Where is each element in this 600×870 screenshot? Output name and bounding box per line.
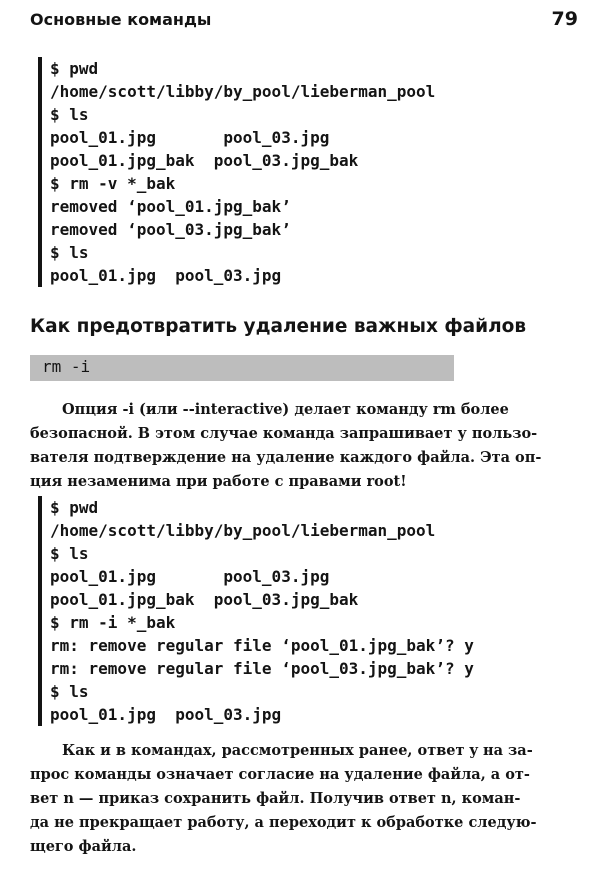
code-line: $ ls (50, 105, 89, 124)
code-line: rm: remove regular file ‘pool_03.jpg_bak’? y (50, 659, 474, 678)
running-title: Основные команды (30, 10, 212, 29)
paragraph-line: Опция -i (или --interactive) делает команду rm более (62, 401, 509, 418)
code-line: $ ls (50, 682, 89, 701)
code-line: pool_01.jpg pool_03.jpg (50, 567, 330, 586)
code-line: /home/scott/libby/by_pool/lieberman_pool (50, 521, 436, 540)
code-line: $ rm -i *_bak (50, 613, 176, 632)
paragraph-answer-explanation (30, 739, 586, 859)
code-line: removed ‘pool_03.jpg_bak’ (50, 220, 291, 239)
code-listing-rm-v (38, 57, 435, 287)
paragraph-interactive-option (30, 398, 586, 494)
paragraph-line: Как и в командах, рассмотренных ранее, ответ y на за- (62, 742, 533, 759)
code-line: rm: remove regular file ‘pool_01.jpg_bak’? y (50, 636, 474, 655)
paragraph-line: вателя подтверждение на удаление каждого файла. Эта оп- (30, 449, 542, 466)
code-line: pool_01.jpg_bak pool_03.jpg_bak (50, 590, 359, 609)
syntax-box (30, 355, 454, 381)
code-line: pool_01.jpg pool_03.jpg (50, 128, 330, 147)
code-listing-rm-i (38, 496, 474, 726)
code-line: $ rm -v *_bak (50, 174, 176, 193)
code-line: /home/scott/libby/by_pool/lieberman_pool (50, 82, 436, 101)
paragraph-line: да не прекращает работу, а переходит к обработке следую- (30, 814, 537, 831)
code-line: pool_01.jpg pool_03.jpg (50, 705, 282, 724)
code-line: $ pwd (50, 59, 99, 78)
code-line: pool_01.jpg pool_03.jpg (50, 266, 282, 285)
code-line: $ ls (50, 544, 89, 563)
code-line: $ ls (50, 243, 89, 262)
section-heading: Как предотвратить удаление важных файлов (30, 316, 527, 337)
paragraph-line: ция незаменима при работе с правами root! (30, 473, 407, 490)
code-line: removed ‘pool_01.jpg_bak’ (50, 197, 291, 216)
page-number: 79 (551, 8, 578, 30)
code-line: $ pwd (50, 498, 99, 517)
paragraph-line: вет n — приказ сохранить файл. Получив ответ n, коман- (30, 790, 521, 807)
paragraph-line: прос команды означает согласие на удаление файла, а от- (30, 766, 530, 783)
page-header (30, 10, 578, 36)
syntax-command: rm -i (42, 357, 91, 376)
code-line: pool_01.jpg_bak pool_03.jpg_bak (50, 151, 359, 170)
paragraph-line: щего файла. (30, 838, 137, 855)
paragraph-line: безопасной. В этом случае команда запрашивает у пользо- (30, 425, 538, 442)
